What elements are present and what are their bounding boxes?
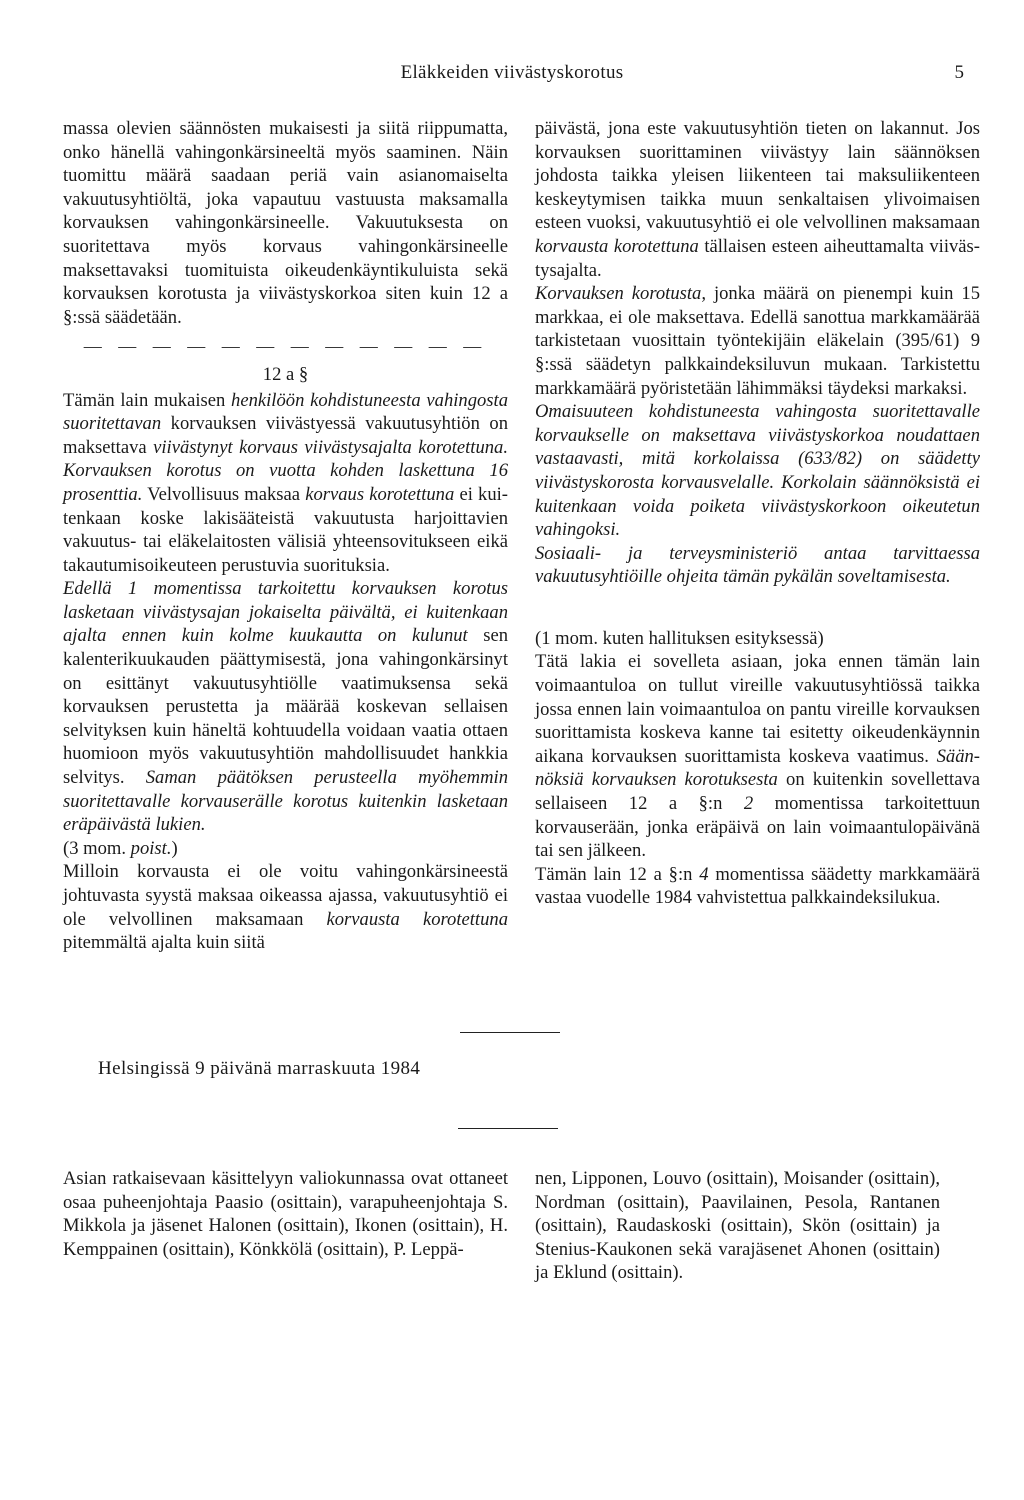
paragraph — [63, 577, 508, 837]
paragraph-text: massa olevien säännösten mukaisesti ja siitä riippumatta, onko hänellä vahingonkärsineeltä myös saaminen. Näin tuomittu määrä saadaan periä vain asianomaiselta vakuutusyhtiöltä, joka vapautuu vastuusta maksamalla korvauksen vahingonkärsineelle. Vakuutuksesta on suoritettava myös korvaus vahingonkärsineelle maksettavaksi tuomituista oikeudenkäyntikuluista sekä korvauksen korotusta ja viivästyskorkoa siten kuin 12 a §:ssä säädetään. — [63, 118, 508, 328]
amended-text: poist. — [130, 837, 172, 859]
paragraph — [535, 627, 980, 651]
paragraph-text: Tämän lain 12 a §:n — [535, 863, 700, 885]
paragraph-text: (3 mom. — [63, 837, 131, 859]
spacer — [535, 589, 980, 627]
paragraph — [535, 650, 980, 862]
amended-text: korvausta korotettuna — [326, 908, 508, 930]
paragraph-text: jonka määrä on pienempi kuin 15 markkaa, ei ole maksettava. Edellä sanottua markkamäärää tarkistetaan vuosittain työntekijäin eläkelain (395/61) 9 §:ssä säädetyn palkkaindeksiluvun mukaan. Tarkistettu markkamäärä pyöristetään lähimmäksi täydeksi markaksi. — [535, 283, 980, 399]
paragraph-text: tällaisen esteen aiheuttamalta viivästysajalta. — [535, 235, 980, 281]
omission-separator: — — — — — — — — — — — — — [83, 336, 488, 357]
amended-text: Sosiaali- ja terveysministeriö antaa tarvittaessa vakuutusyhtiöille ohjeita tämän pykälän soveltamisesta. — [535, 542, 980, 588]
paragraph — [63, 389, 508, 578]
paragraph — [63, 117, 508, 329]
paragraph-text: ) — [171, 837, 178, 859]
paragraph-text: Velvollisuus maksaa — [142, 483, 306, 505]
paragraph-text: korvauksen viivästyessä vakuutusyhtiön on maksettava — [63, 413, 508, 458]
amended-text: korvaus korotettuna — [305, 483, 455, 505]
paragraph-text: Tämän lain mukaisen — [63, 389, 232, 411]
right-column — [535, 117, 980, 910]
paragraph-text: Milloin korvausta ei ole voitu vahingonkärsineestä johtuvasta syystä maksaa oikeassa ajassa, vakuutusyhtiö ei ole velvollinen maksamaan — [63, 861, 508, 930]
paragraph — [535, 542, 980, 589]
amended-text: Korvauksen korotusta, — [535, 283, 706, 305]
paragraph-text: ei kuitenkaan koske lakisääteistä vakuutusta harjoittavien vakuutus- tai eläkelaitosten välisiä yhteensovitukseen eikä takautumisoikeuteen perustuvia suorituksia. — [63, 483, 508, 576]
paragraph-text: päivästä, jona este vakuutusyhtiön tieten on lakannut. Jos korvauksen suorittaminen viivästyy lain säännöksen johdosta taikka yleisen liikenteen tai maksuliikenteen keskeytymisen taikka muun senkaltaisen ylivoimaisen esteen vuoksi, vakuutusyhtiö ei ole velvollinen maksamaan — [535, 118, 980, 234]
paragraph — [63, 860, 508, 954]
divider-rule — [458, 1128, 558, 1129]
amended-text: henkilöön kohdistuneesta vahingosta suoritettavan — [63, 389, 508, 435]
paragraph-text: momentissa säädetty markkamäärä vastaa vuodelle 1984 vahvistettua palkkaindeksilukua. — [535, 863, 980, 909]
page-number: 5 — [954, 62, 964, 83]
section-heading: 12 a § — [262, 363, 309, 385]
amended-text: Edellä 1 momentissa tarkoitettu korvauksen korotus lasketaan viivästysajan jokaiselta päivältä, ei kuitenkaan ajalta ennen kuin kolme kuukautta on kulunut — [63, 578, 508, 647]
paragraph-text: sen kalenterikuukauden päättymisestä, jona vahingonkärsinyt on esittänyt vakuutusyhtiölle vaatimuksensa sekä korvauksen perustetta ja määrää koskevan sellaisen selvityksen kuin häneltä kohtuudella voidaan vaatia ottaen huomioon myös vakuutusyhtiön mahdollisuudet hankkia selvitys. — [63, 625, 508, 789]
amended-text: Saman päätöksen perusteella myöhemmin suoritettavalle korvauserälle korotus kuitenkin lasketaan eräpäivästä lukien. — [63, 767, 508, 836]
committee-text-left: Asian ratkaisevaan käsittelyyn valiokunnassa ovat ottaneet osaa puheenjohtaja Paasio (osittain), varapuheenjohtaja S. Mikkola ja jäsenet Halonen (osittain), Ikonen (osittain), H. Kemppainen (osittain), Könkkölä (osittain), P. Leppä- — [63, 1168, 508, 1260]
divider-rule — [460, 1032, 560, 1033]
amended-text: 4 — [699, 863, 709, 885]
page-header — [60, 62, 964, 90]
paragraph — [535, 863, 980, 910]
paragraph-text: momentissa tarkoitettuun korvauserään, jonka eräpäivä on lain voimaantulopäivänä tai sen jälkeen. — [535, 793, 981, 862]
amended-text: Säännöksiä korvauksen korotuksesta — [535, 745, 980, 791]
paragraph — [63, 837, 508, 861]
paragraph-text: on kuitenkin sovellettava sellaiseen 12 a §:n — [535, 769, 981, 815]
committee-text-right: nen, Lipponen, Louvo (osittain), Moisander (osittain), Nordman (osittain), Paavilainen, Pesola, Rantanen (osittain), Raudaskoski (osittain), Skön (osittain) ja Stenius-Kaukonen sekä varajäsenet Ahonen (osittain) ja Eklund (osittain). — [535, 1168, 940, 1284]
paragraph-text: Tätä lakia ei sovelleta asiaan, joka ennen tämän lain voimaantuloa on tullut vireille vakuutusyhtiössä taikka jossa ennen lain voimaantuloa on pantu vireille korvauksen suorittamista koskeva kanne tai esitetty oikeudenkäynnin aikana korvauksen suorittamista koskeva vaatimus. — [535, 651, 980, 767]
amended-text: viivästynyt korvaus viivästysajalta korotettuna. Korvauksen korotus on vuotta kohden laskettuna 16 prosenttia. — [63, 436, 508, 505]
paragraph-text: (1 mom. kuten hallituksen esityksessä) — [535, 627, 824, 649]
paragraph — [535, 282, 980, 400]
amended-text: Omaisuuteen kohdistuneesta vahingosta suoritettavalle korvaukselle on maksettava viivästyskorkoa noudattaen vastaavasti, mitä korkolaissa (633/82) on säädetty viivästyskorosta korvausvelalle. Korkolain säännöksistä ei kuitenkaan voida poiketa viivästyskorkoon oikeutetun vahingoksi. — [535, 401, 980, 541]
paragraph — [535, 117, 980, 282]
running-title: Eläkkeiden viivästyskorotus — [400, 62, 624, 83]
left-column — [63, 117, 508, 955]
amended-text: korvausta korotettuna — [535, 235, 699, 257]
signature-line: Helsingissä 9 päivänä marraskuuta 1984 — [98, 1058, 421, 1079]
paragraph-text: pitemmältä ajalta kuin siitä — [63, 932, 265, 954]
amended-text: 2 — [743, 793, 754, 815]
paragraph — [535, 400, 980, 542]
